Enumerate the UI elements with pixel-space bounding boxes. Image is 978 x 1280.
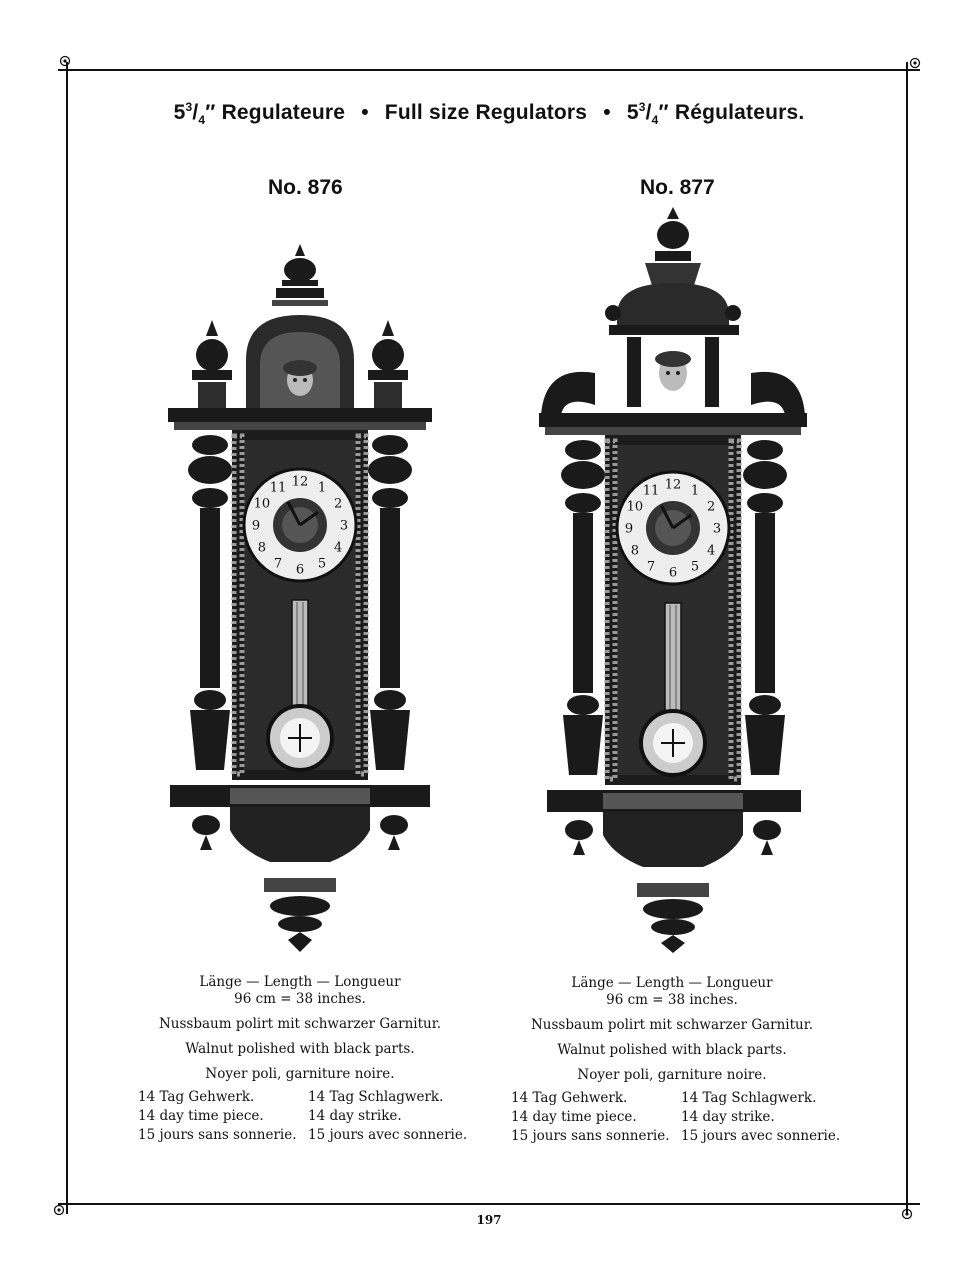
clock-876-illustration [160, 240, 440, 955]
base-bracket [230, 807, 370, 862]
page-number: 197 [476, 1213, 502, 1227]
frame-left-rule [66, 62, 68, 1214]
frame-bottom-rule [58, 1203, 920, 1205]
title-fraction-whole: 5 [173, 101, 186, 124]
frame-right-rule [906, 62, 908, 1214]
length-value: 96 cm = 38 inches. [606, 992, 738, 1008]
description-german: Nussbaum polirt mit schwarzer Garnitur. [158, 1016, 442, 1032]
length-title: Länge — Length — Longueur [199, 974, 401, 990]
description-english: Walnut polished with black parts. [557, 1042, 787, 1058]
page-title [0, 100, 978, 127]
side-finial-right [368, 320, 408, 410]
dial-numeral: 8 [257, 540, 267, 556]
column-left [188, 435, 232, 770]
description-english: Walnut polished with black parts. [185, 1041, 415, 1057]
spec-column-time-piece [138, 1088, 297, 1145]
top-finial [272, 244, 328, 306]
title-fraction-a: $5^3/_4''$ [173, 100, 216, 128]
column-left [561, 440, 605, 775]
column-right [368, 435, 412, 770]
corner-ornament-icon [58, 54, 72, 68]
spec-line: 14 Tag Schlagwerk. [681, 1090, 817, 1106]
spec-line: 14 day time piece. [511, 1109, 637, 1125]
cornice [168, 408, 432, 422]
spec-line: 14 day strike. [681, 1109, 775, 1125]
title-english: Full size Regulators [384, 101, 588, 124]
corner-ornament-icon [908, 56, 922, 70]
spec-line: 14 Tag Gehwerk. [138, 1089, 255, 1105]
title-fraction-num: 3 [185, 100, 193, 114]
title-inch-mark: ″ [658, 101, 669, 124]
spec-line: 14 day strike. [308, 1108, 402, 1124]
dial-numeral: 4 [706, 543, 716, 559]
length-title: Länge — Length — Longueur [571, 975, 773, 991]
dial-numeral: 4 [333, 540, 343, 556]
model-number: No. 876 [268, 176, 343, 199]
spec-column-time-piece [511, 1089, 670, 1146]
description-french: Noyer poli, garniture noire. [205, 1066, 395, 1082]
dial-numeral: 7 [273, 556, 283, 572]
title-fraction-den: 4 [651, 113, 659, 128]
spec-line: 14 Tag Gehwerk. [511, 1090, 628, 1106]
dial-numeral: 1 [317, 480, 327, 496]
dial-numeral: 12 [664, 477, 682, 493]
title-inch-mark: ″ [205, 101, 216, 124]
title-fraction-den: 4 [198, 113, 206, 128]
spec-column-strike [681, 1089, 840, 1146]
dial-numeral: 6 [295, 562, 305, 578]
description-german: Nussbaum polirt mit schwarzer Garnitur. [530, 1017, 814, 1033]
side-finial-left [192, 320, 232, 410]
dial-numeral: 10 [626, 499, 644, 515]
dial-numeral: 2 [706, 499, 716, 515]
frame-top-rule [58, 69, 920, 71]
clock-876-description [130, 974, 470, 1083]
spec-line: 15 jours avec sonnerie. [681, 1128, 841, 1144]
dial-numeral: 8 [630, 543, 640, 559]
title-french: Régulateurs. [674, 101, 805, 124]
face-mask-ornament [655, 351, 691, 391]
length-value: 96 cm = 38 inches. [234, 991, 366, 1007]
spec-line: 15 jours sans sonnerie. [511, 1128, 670, 1144]
dial-numeral: 2 [333, 496, 343, 512]
dial-numeral: 3 [339, 518, 349, 534]
top-finial [645, 207, 701, 295]
title-fraction-whole: 5 [626, 101, 639, 124]
title-fraction-b: $5^3/_4''$ [626, 100, 669, 128]
clock-877-description [502, 975, 842, 1084]
dial-numeral: 9 [251, 518, 261, 534]
dial-numeral: 11 [642, 483, 660, 499]
dial-numeral: 9 [624, 521, 634, 537]
dial-numeral: 5 [317, 556, 327, 572]
dial-numeral: 3 [712, 521, 722, 537]
spec-line: 14 Tag Schlagwerk. [308, 1089, 444, 1105]
spec-line: 14 day time piece. [138, 1108, 264, 1124]
description-french: Noyer poli, garniture noire. [577, 1067, 767, 1083]
dial-numeral: 6 [668, 565, 678, 581]
model-number: No. 877 [640, 176, 715, 199]
clock-877-illustration [535, 205, 815, 955]
title-separator: • [361, 101, 369, 124]
cornice [539, 413, 807, 427]
dial-numeral: 5 [690, 559, 700, 575]
dial-numeral: 1 [690, 483, 700, 499]
clock-dial [617, 472, 729, 584]
title-separator: • [603, 101, 611, 124]
dial-numeral: 12 [291, 474, 309, 490]
spec-column-strike [308, 1088, 467, 1145]
dial-numeral: 7 [646, 559, 656, 575]
title-fraction-num: 3 [638, 100, 646, 114]
dial-numeral: 11 [269, 480, 287, 496]
dial-numeral: 10 [253, 496, 271, 512]
title-german: Regulateure [221, 101, 346, 124]
clock-dial [244, 469, 356, 581]
spec-line: 15 jours sans sonnerie. [138, 1127, 297, 1143]
column-right [743, 440, 787, 775]
base-bracket [603, 812, 743, 867]
spec-line: 15 jours avec sonnerie. [308, 1127, 468, 1143]
